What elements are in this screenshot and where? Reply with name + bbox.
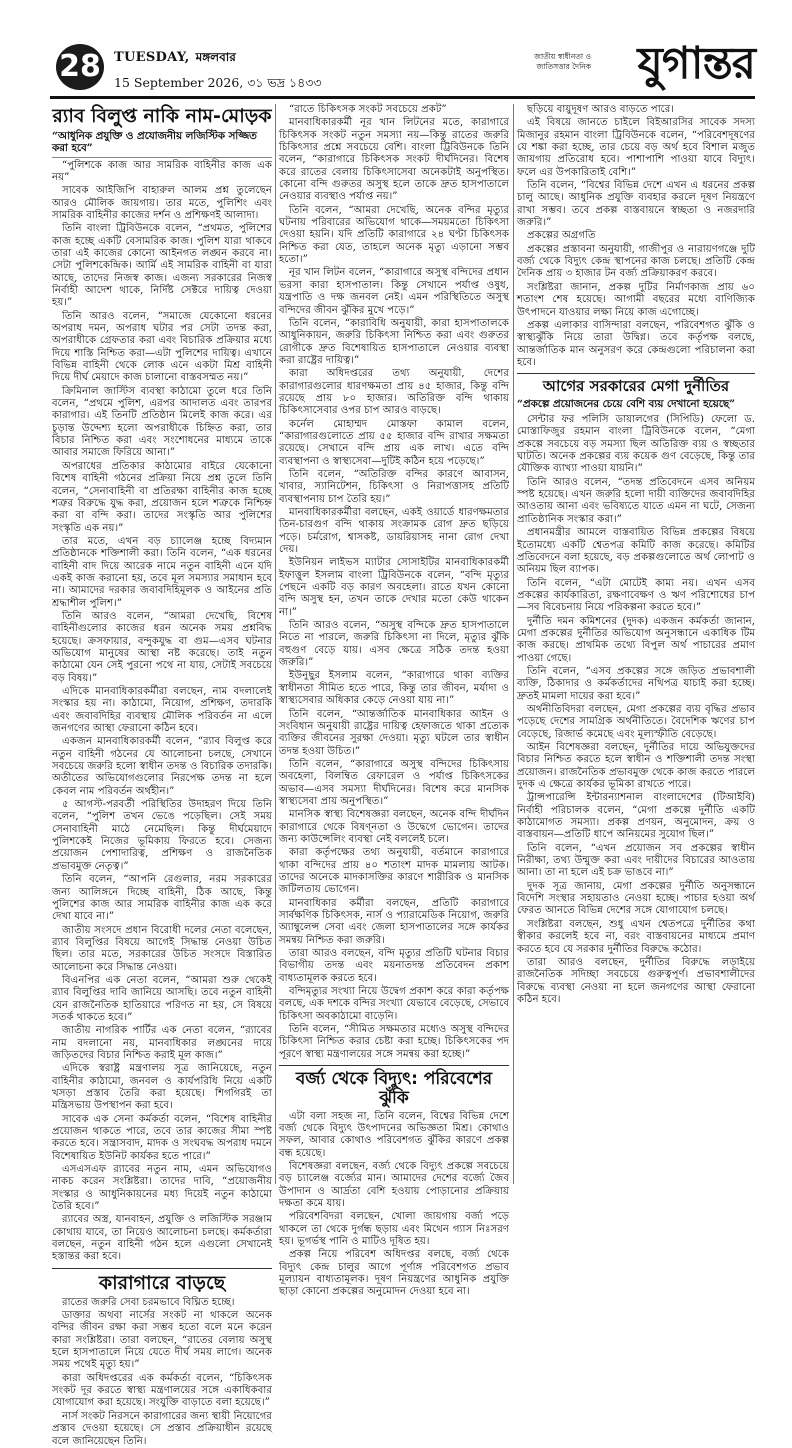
column-divider	[275, 104, 276, 1184]
paragraph: কারা অধিদপ্তরের এক কর্মকর্তা বলেন, “চিকিৎসক সংকট দূর করতে স্বাস্থ্য মন্ত্রণালয়ের সঙ্গে একাধিকবার যোগাযোগ করা হয়েছে। সংযুক্তি বাড়াতে বলা হয়েছে।”	[52, 1372, 272, 1409]
column-divider	[513, 104, 514, 1184]
article-body-corruption	[517, 414, 755, 1006]
paragraph: তিনি বাংলা ট্রিবিউনকে বলেন, “প্রথমত, পুলিশের কাজ হচ্ছে একটি বেসামরিক কাজ। পুলিশ যারা থাকবে তারা এই কাজের কোনো আইনগত লঙ্ঘন করবে না। সেটা পুলিশকেন্দ্রিক। আর্মি এই সামরিক বাহিনী বা যারা আছে, তাদের নিজস্ব কাজ। এজন্য সরকারের নিজস্ব নির্বাহী আদেশ থাকে, নির্দিষ্ট সেক্টরে দায়িত্ব দেওয়া হয়।”	[52, 223, 272, 309]
article-divider	[52, 1268, 272, 1269]
paragraph: এদিকে স্বরাষ্ট্র মন্ত্রণালয় সূত্র জানিয়েছে, নতুন বাহিনীর কাঠামো, জনবল ও কার্যপরিধি নিয়ে একটি খসড়া প্রস্তাব তৈরি করা হয়েছে। শিগগিরই তা মন্ত্রিসভায় উপস্থাপন করা হবে।	[52, 1063, 272, 1112]
day-en: TUESDAY,	[114, 50, 190, 65]
paragraph: ইউনিয়ন লাইভস ম্যাটার সোসাইটির মানবাধিকারকর্মী ইফাত্তুল ইসলাম বাংলা ট্রিবিউনকে বলেন, “বন্দি মৃত্যুর পেছনে একটি বড় কারণ অবহেলা। রাতে যখন কোনো বন্দি অসুস্থ হন, তখন তাকে দেখার মতো কেউ থাকেন না।”	[279, 557, 509, 618]
paragraph: তার মতে, এখন বড় চ্যালেঞ্জ হচ্ছে বিদ্যমান প্রতিষ্ঠানকে শক্তিশালী করা। তিনি বলেন, “এক ধরনের বাহিনী বাদ দিয়ে আরেক নামে নতুন বাহিনী এনে যদি একই কাজ করানো হয়, তবে মূল সমস্যার সমাধান হবে না। আমাদের দরকার জবাবদিহিমূলক ও আইনের প্রতি শ্রদ্ধাশীল পুলিশ।”	[52, 535, 272, 609]
paragraph: ডাক্তার অথবা নার্সের সংকট না থাকলে অনেক বন্দির জীবন রক্ষা করা সম্ভব হতো বলে মনে করেন কারা সংশ্লিষ্টরা। তারা বলছেন, “রাতের বেলায় অসুস্থ হলে হাসপাতালে নিয়ে যেতে দীর্ঘ সময় লাগে। অনেক সময় পথেই মৃত্যু হয়।”	[52, 1310, 272, 1371]
article-body-jail-cont	[279, 104, 509, 1061]
paragraph: তিনি বলেন, “আমরা দেখেছি, অনেক বন্দির মৃত্যুর ঘটনায় পরিবারের অভিযোগ থাকে—সময়মতো চিকিৎসা দেওয়া হয়নি। যদি প্রতিটি কারাগারে ২৪ ঘণ্টা চিকিৎসক নিশ্চিত করা যেত, তাহলে অনেক মৃত্যু এড়ানো সম্ভব হতো।”	[279, 204, 509, 266]
paragraph: প্রকল্পের প্রস্তাবনা অনুযায়ী, গাজীপুর ও নারায়ণগঞ্জে দুটি বর্জ্য থেকে বিদ্যুৎ কেন্দ্র স্থাপনের কাজ চলছে। প্রতিটি কেন্দ্র দৈনিক প্রায় ৩ হাজার টন বর্জ্য প্রক্রিয়াকরণ করবে।	[517, 243, 755, 280]
article-divider	[517, 373, 755, 374]
paragraph: আইন বিশেষজ্ঞরা বলছেন, দুর্নীতির দায়ে অভিযুক্তদের বিচার নিশ্চিত করতে হলে স্বাধীন ও শক্তিশালী তদন্ত সংস্থা প্রয়োজন। রাজনৈতিক প্রভাবমুক্ত থেকে কাজ করতে পারলে দুদক এ ক্ষেত্রে কার্যকর ভূমিকা রাখতে পারে।	[517, 742, 755, 791]
paragraph: তিনি বলেন, “আপনি রেগুলার, নরম সরকারের জন্য আলিঙ্গনে দিচ্ছে বাহিনী, ঠিক আছে, কিন্তু পুলিশের কাজ আর সামরিক বাহিনীর কাজ এক করে দেখা যাবে না।”	[52, 874, 272, 923]
column-2	[279, 104, 509, 1298]
paragraph: প্রকল্পের অগ্রগতি	[527, 230, 596, 242]
paragraph: তিনি বলেন, “এসব প্রকল্পের সঙ্গে জড়িত প্রভাবশালী ব্যক্তি, ঠিকাদার ও কর্মকর্তাদের নথিপত্র যাচাই করা হচ্ছে। দ্রুতই মামলা দায়ের করা হবে।”	[517, 665, 755, 702]
paragraph: কারা কর্তৃপক্ষের তথ্য অনুযায়ী, বর্তমানে কারাগারে থাকা বন্দিদের প্রায় ৪০ শতাংশ মাদক মামলায় আটক। তাদের অনেকে মাদকাসক্তির কারণে শারীরিক ও মানসিক জটিলতায় ভোগেন।	[279, 847, 509, 896]
paragraph: তারা আরও বলছেন, দুর্নীতির বিরুদ্ধে লড়াইয়ে রাজনৈতিক সদিচ্ছা সবচেয়ে গুরুত্বপূর্ণ। প্রভাবশালীদের বিরুদ্ধে ব্যবস্থা নেওয়া না হলে জনগণের আস্থা ফেরানো কঠিন হবে।	[517, 956, 755, 1005]
paragraph: তারা আরও বলছেন, বন্দি মৃত্যুর প্রতিটি ঘটনার বিচার বিভাগীয় তদন্ত এবং ময়নাতদন্ত প্রতিবেদন প্রকাশ বাধ্যতামূলক করতে হবে।	[279, 948, 509, 984]
column-3	[517, 104, 755, 1184]
paragraph: তিনি বলেন, “আন্তর্জাতিক মানবাধিকার আইন ও সংবিধান অনুযায়ী রাষ্ট্রের দায়িত্ব হেফাজতে থাকা প্রত্যেক ব্যক্তির জীবনের সুরক্ষা দেওয়া। মৃত্যু ঘটলে তার স্বাধীন তদন্ত হওয়া উচিত।”	[279, 708, 509, 757]
paragraph: প্রকল্প নিয়ে পরিবেশ অধিদপ্তর বলছে, বর্জ্য থেকে বিদ্যুৎ কেন্দ্র চালুর আগে পূর্ণাঙ্গ পরিবেশগত প্রভাব মূল্যায়ন বাধ্যতামূলক। দূষণ নিয়ন্ত্রণের আধুনিক প্রযুক্তি ছাড়া কোনো প্রকল্পের অনুমোদন দেওয়া হবে না।	[279, 1249, 509, 1298]
paragraph: অপরাধের প্রতিকার কাঠামোর বাইরে যেকোনো বিশেষ বাহিনী গঠনের প্রক্রিয়া নিয়ে প্রশ্ন তুলে তিনি বলেন, “সেনাবাহিনী বা প্রতিরক্ষা বাহিনীর কাজ হচ্ছে শত্রুর বিরুদ্ধে যুদ্ধ করা, প্রয়োজন হলে শত্রুকে নিশ্চিহ্ন করা বা বন্দি করা। তাদের সংস্কৃতি আর পুলিশের সংস্কৃতি এক নয়।”	[52, 460, 272, 534]
paragraph: র‌্যাবের অস্ত্র, যানবাহন, প্রযুক্তি ও লজিস্টিক সরঞ্জাম কোথায় যাবে, তা নিয়েও আলোচনা চলছে। কর্মকর্তারা বলছেন, নতুন বাহিনী গঠন হলে এগুলো সেখানেই হস্তান্তর করা হবে।	[52, 1214, 272, 1263]
paragraph: বিশেষজ্ঞরা বলছেন, বর্জ্য থেকে বিদ্যুৎ প্রকল্পে সবচেয়ে বড় চ্যালেঞ্জ বর্জ্যের মান। আমাদের দেশের বর্জ্যে জৈব উপাদান ও আর্দ্রতা বেশি হওয়ায় পোড়ানোর প্রক্রিয়ায় দক্ষতা কমে যায়।	[279, 1160, 509, 1209]
page-number: 28	[56, 44, 104, 90]
paragraph: এটা বলা সহজ না, তিনি বলেন, বিশ্বের বিভিন্ন দেশে বর্জ্য থেকে বিদ্যুৎ উৎপাদনের অভিজ্ঞতা মিশ্র। কোথাও সফল, আবার কোথাও পরিবেশগত ঝুঁকির কারণে প্রকল্প বন্ধ হয়েছে।	[279, 1110, 509, 1159]
paragraph: ইউনুছুর ইসলাম বলেন, “কারাগারে থাকা ব্যক্তির স্বাধীনতা সীমিত হতে পারে, কিন্তু তার জীবন, মর্যাদা ও স্বাস্থ্যসেবার অধিকার কেড়ে নেওয়া যায় না।”	[279, 670, 509, 707]
paragraph: সংশ্লিষ্টরা বলছেন, শুধু এখন শ্বেতপত্রে দুর্নীতির কথা স্বীকার করলেই হবে না, বরং বাস্তবায়নের মাধ্যমে প্রমাণ করতে হবে যে সরকার দুর্নীতির বিরুদ্ধে কঠোর।	[517, 918, 755, 955]
deck-corruption: “প্রকল্পে প্রয়োজনের চেয়ে বেশি ব্যয় দেখানো হয়েছে”	[517, 397, 736, 410]
paragraph: তিনি বলেন, “এখন প্রয়োজন সব প্রকল্পের স্বাধীন নিরীক্ষা, তথ্য উন্মুক্ত করা এবং দায়ীদের বিচারের আওতায় আনা। তা না হলে এই চক্র ভাঙবে না।”	[517, 842, 755, 879]
day-bn: মঙ্গলবার	[195, 50, 236, 64]
paragraph: পরিবেশবিদরা বলছেন, খোলা জায়গায় বর্জ্য পড়ে থাকলে তা থেকে দুর্গন্ধ ছড়ায় এবং মিথেন গ্যাস নিঃসরণ হয়। ভূগর্ভস্থ পানি ও মাটিও দূষিত হয়।	[279, 1211, 509, 1247]
column-1	[52, 104, 272, 1447]
paragraph: জাতীয় সংসদে প্রধান বিরোধী দলের নেতা বলেছেন, র‌্যাব বিলুপ্তির বিষয়ে আগেই সিদ্ধান্ত নেওয়া উচিত ছিল। তার মতে, সরকারের উচিত সংসদে বিস্তারিত আলোচনা করে সিদ্ধান্ত নেওয়া।	[52, 924, 272, 973]
paragraph: তিনি বলেন, “কারাবিধি অনুযায়ী, কারা হাসপাতালকে আধুনিকায়ন, জরুরি চিকিৎসা নিশ্চিত করা এবং গুরুতর রোগীকে দ্রুত বিশেষায়িত হাসপাতালে নেওয়ার ব্যবস্থা করা রাষ্ট্রের দায়িত্ব।”	[279, 317, 509, 366]
paragraph: তিনি বলেন, “সীমিত সক্ষমতার মধ্যেও অসুস্থ বন্দিদের চিকিৎসা নিশ্চিত করার চেষ্টা করা হচ্ছে। চিকিৎসকের পদ পূরণে স্বাস্থ্য মন্ত্রণালয়ের সঙ্গে সমন্বয় করা হচ্ছে।”	[279, 1024, 509, 1060]
paragraph: জাতীয় নাগরিক পার্টির এক নেতা বলেন, “র‌্যাবের নাম বদলানো নয়, মানবাধিকার লঙ্ঘনের দায়ে জড়িতদের বিচার নিশ্চিত করাই মূল কাজ।”	[52, 1025, 272, 1061]
logo-area	[525, 38, 755, 92]
paragraph: মানবাধিকারকর্মী নূর খান লিটনের মতে, কারাগারে চিকিৎসক সংকট নতুন সমস্যা নয়—কিন্তু রাতের জরুরি চিকিৎসার প্রশ্নে সবচেয়ে বেশি। বাংলা ট্রিবিউনকে তিনি বলেন, “কারাগারে চিকিৎসক সংকট দীর্ঘদিনের। বিশেষ করে রাতের বেলায় চিকিৎসাসেবা অনেকটাই অনুপস্থিত। কোনো বন্দি গুরুতর অসুস্থ হলে তাকে দ্রুত হাসপাতালে নেওয়ার ব্যবস্থাও পর্যাপ্ত নয়।”	[279, 117, 509, 203]
paragraph: তিনি আরও বলেন, “তদন্ত প্রতিবেদনে এসব অনিয়ম স্পষ্ট হয়েছে। এখন জরুরি হলো দায়ী ব্যক্তিদের জবাবদিহির আওতায় আনা এবং ভবিষ্যতে যাতে এমন না ঘটে, সেজন্য প্রাতিষ্ঠানিক সংস্কার করা।”	[517, 476, 755, 525]
masthead-rule	[50, 96, 755, 99]
article-body-jail	[52, 1297, 272, 1448]
paragraph: সেন্টার ফর পলিসি ডায়ালগের (সিপিডি) ফেলো ড. মোস্তাফিজুর রহমান বাংলা ট্রিবিউনকে বলেন, “মেগা প্রকল্পে সবচেয়ে বড় সমস্যা ছিল অতিরিক্ত ব্যয় ও স্বচ্ছতার ঘাটতি। অনেক প্রকল্পের ব্যয় কয়েক গুণ বেড়েছে, কিন্তু তার যৌক্তিক ব্যাখ্যা পাওয়া যায়নি।”	[517, 414, 755, 475]
paragraph: ছড়িয়ে বায়ুদূষণ আরও বাড়তে পারে।	[527, 104, 674, 115]
article-body-rab	[52, 160, 272, 1264]
paragraph: “পুলিশকে কাজ আর সামরিক বাহিনীর কাজ এক নয়”	[52, 159, 272, 183]
paragraph: সাবেক এক সেনা কর্মকর্তা বলেন, “বিশেষ বাহিনীর প্রয়োজন থাকতে পারে, তবে তার কাজের সীমা স্পষ্ট করতে হবে। সন্ত্রাসবাদ, মাদক ও সংঘবদ্ধ অপরাধ দমনে বিশেষায়িত ইউনিট কার্যকর হতে পারে।”	[52, 1113, 272, 1162]
paragraph: নার্স সংকট নিরসনে কারাগারের জন্য স্থায়ী নিয়োগের প্রস্তাব দেওয়া হয়েছে। সে প্রস্তাব প্রক্রিয়াধীন রয়েছে বলে জানিয়েছেন তিনি।	[52, 1410, 272, 1447]
paragraph: একজন মানবাধিকারকর্মী বলেন, “র‌্যাব বিলুপ্ত করে নতুন বাহিনী গঠনের যে আলোচনা চলছে, সেখানে সবচেয়ে জরুরি হলো স্বাধীন তদন্ত ও বিচারিক তদারকি। অতীতের অভিযোগগুলোর নিরপেক্ষ তদন্ত না হলে কেবল নাম পরিবর্তন অর্থহীন।”	[52, 736, 272, 797]
paragraph: তিনি বলেন, “বিশ্বের বিভিন্ন দেশে এখন এ ধরনের প্রকল্প চালু আছে। আধুনিক প্রযুক্তি ব্যবহার করলে দূষণ নিয়ন্ত্রণে রাখা সম্ভব। তবে প্রকল্প বাস্তবায়নে স্বচ্ছতা ও নজরদারি জরুরি।”	[517, 180, 755, 229]
paragraph: অর্থনীতিবিদরা বলছেন, মেগা প্রকল্পের ব্যয় বৃদ্ধির প্রভাব পড়েছে দেশের সামগ্রিক অর্থনীতিতে। বৈদেশিক ঋণের চাপ বেড়েছে, রিজার্ভ কমেছে এবং মূল্যস্ফীতি বেড়েছে।	[517, 703, 755, 740]
paragraph: দুদক সূত্র জানায়, মেগা প্রকল্পের দুর্নীতি অনুসন্ধানে বিদেশি সংস্থার সহায়তাও নেওয়া হচ্ছে। পাচার হওয়া অর্থ ফেরত আনতে বিভিন্ন দেশের সঙ্গে যোগাযোগ চলছে।	[517, 880, 755, 917]
paragraph: ক্রিমিনাল জাস্টিস ব্যবস্থা কাঠামো তুলে ধরে তিনি বলেন, “প্রথমে পুলিশ, এরপর আদালত এবং তারপর কারাগার। এই তিনটি প্রতিষ্ঠান মিলেই কাজ করে। এর চূড়ান্ত উদ্দেশ্য হলো অপরাধীকে চিহ্নিত করা, তার বিচার নিশ্চিত করা এবং সংশোধনের মাধ্যমে তাকে আবার সমাজে ফিরিয়ে আনা।”	[52, 385, 272, 459]
paragraph: এদিকে মানবাধিকারকর্মীরা বলছেন, নাম বদলালেই সংস্কার হয় না। কাঠামো, নিয়োগ, প্রশিক্ষণ, তদারকি এবং জবাবদিহির ব্যবস্থায় মৌলিক পরিবর্তন না এলে জনগণের আস্থা ফেরানো কঠিন হবে।	[52, 686, 272, 735]
paragraph: বিএনপির এক নেতা বলেন, “আমরা শুরু থেকেই র‌্যাব বিলুপ্তির দাবি জানিয়ে আসছি। তবে নতুন বাহিনী যেন রাজনৈতিক হাতিয়ারে পরিণত না হয়, সে বিষয়ে সতর্ক থাকতে হবে।”	[52, 974, 272, 1023]
newspaper-logo: যুগান্তর	[637, 38, 755, 89]
headline-mega-corruption: আগের সরকারের মেগা দুর্নীতির	[542, 377, 730, 396]
logo-subtitle: জাতীয় স্বাধীনতা ও জাতিসত্তার দৈনিক	[534, 52, 591, 71]
paragraph: মানসিক স্বাস্থ্য বিশেষজ্ঞরা বলছেন, অনেক বন্দি দীর্ঘদিন কারাগারে থেকে বিষণ্নতা ও উদ্বেগে ভোগেন। তাদের জন্য কাউন্সেলিং ব্যবস্থা নেই বললেই চলে।	[279, 809, 509, 845]
paragraph: তিনি আরও বলেন, “সমাজে যেকোনো ধরনের অপরাধ দমন, অপরাধ ঘটার পর সেটা তদন্ত করা, অপরাধীকে গ্রেফতার করা এবং বিচারিক প্রক্রিয়ার মধ্যে দিয়ে শাস্তি নিশ্চিত করা—এটা পুলিশের দায়িত্ব। এখানে বিভিন্ন বাহিনী থেকে লোক এনে একটা মিশ্র বাহিনী দিয়ে দীর্ঘ মেয়াদে কাজ চালানো বাস্তবসম্মত নয়।”	[52, 310, 272, 384]
paragraph: ৫ আগস্ট-পরবর্তী পরিস্থিতির উদাহরণ দিয়ে তিনি বলেন, “পুলিশ তখন ভেঙে পড়েছিল। সেই সময় সেনাবাহিনী মাঠে নেমেছিল। কিন্তু দীর্ঘমেয়াদে পুলিশকেই নিজের ভূমিকায় ফিরতে হবে। সেজন্য প্রয়োজন পেশাদারিত্ব, প্রশিক্ষণ ও রাজনৈতিক প্রভাবমুক্ত নেতৃত্ব।”	[52, 799, 272, 872]
paragraph: “রাতে চিকিৎসক সংকট সবচেয়ে প্রকট”	[289, 104, 447, 115]
paragraph: প্রধানমন্ত্রীর আমলে বাস্তবায়িত বিভিন্ন প্রকল্পের বিষয়ে ইতোমধ্যে একটি শ্বেতপত্র কমিটি কাজ করেছে। কমিটির প্রতিবেদনে বলা হয়েছে, বড় প্রকল্পগুলোতে অর্থ লোপাট ও অনিয়ম ছিল ব্যাপক।	[517, 527, 755, 576]
paragraph: প্রকল্প এলাকার বাসিন্দারা বলছেন, পরিবেশগত ঝুঁকি ও স্বাস্থ্যঝুঁকি নিয়ে তারা উদ্বিগ্ন। তবে কর্তৃপক্ষ বলছে, আন্তর্জাতিক মান অনুসরণ করে কেন্দ্রগুলো পরিচালনা করা হবে।	[517, 319, 755, 368]
headline-rab: র‌্যাব বিলুপ্ত নাকি নাম-মোড়ক	[52, 105, 272, 127]
paragraph: মানবাধিকারকর্মীরা বলছেন, একই ওয়ার্ডে ধারণক্ষমতার তিন-চারগুণ বন্দি থাকায় সংক্রামক রোগ দ্রুত ছড়িয়ে পড়ে। চর্মরোগ, শ্বাসকষ্ট, ডায়রিয়াসহ নানা রোগ দেখা দেয়।	[279, 507, 509, 556]
paragraph: কর্নেল মোহাম্মদ মোস্তফা কামাল বলেন, “কারাগারগুলোতে প্রায় ৫৫ হাজার বন্দি রাখার সক্ষমতা রয়েছে। সেখানে বন্দি প্রায় এক লাখ। এতে বন্দি ব্যবস্থাপনা ও স্বাস্থ্যসেবা—দুটিই কঠিন হয়ে পড়েছে।”	[279, 418, 509, 467]
paragraph: সাবেক আইজিপি বাহারুল আলম প্রশ্ন তুলেছেন আরও মৌলিক জায়গায়। তার মতে, পুলিশিং এবং সামরিক বাহিনীর কাজের দর্শন ও প্রশিক্ষণই আলাদা।	[52, 185, 272, 221]
paragraph: তিনি বলেন, “এটা মোটেই কাম্য নয়। এখন এসব প্রকল্পের কার্যকারিতা, রক্ষণাবেক্ষণ ও ঋণ পরিশোধের চাপ—সব বিবেচনায় নিয়ে পরিকল্পনা করতে হবে।”	[517, 577, 755, 614]
paragraph: নূর খান লিটন বলেন, “কারাগারে অসুস্থ বন্দিদের প্রধান ভরসা কারা হাসপাতাল। কিন্তু সেখানে পর্যাপ্ত ওষুধ, যন্ত্রপাতি ও দক্ষ জনবল নেই। এমন পরিস্থিতিতে অসুস্থ বন্দিদের জীবন ঝুঁকির মুখে পড়ে।”	[279, 267, 509, 316]
headline-waste-power: বর্জ্য থেকে বিদ্যুৎ: পরিবেশের ঝুঁকি	[295, 1069, 493, 1108]
article-divider	[279, 1065, 509, 1066]
paragraph: তিনি আরও বলেন, “অসুস্থ বন্দিকে দ্রুত হাসপাতালে নিতে না পারলে, জরুরি চিকিৎসা না দিলে, মৃত্যুর ঝুঁকি বহুগুণ বেড়ে যায়। এসব ক্ষেত্রে সঠিক তদন্ত হওয়া জরুরি।”	[279, 620, 509, 669]
paragraph: তিনি বলেন, “কারাগারে অসুস্থ বন্দিদের চিকিৎসায় অবহেলা, বিলম্বিত রেফারেল ও পর্যাপ্ত চিকিৎসকের অভাব—এসব সমস্যা দীর্ঘদিনের। বিশেষ করে মানসিক স্বাস্থ্যসেবা প্রায় অনুপস্থিত।”	[279, 758, 509, 807]
date-block	[114, 46, 322, 95]
paragraph: মানবাধিকার কর্মীরা বলছেন, প্রতিটি কারাগারে সার্বক্ষণিক চিকিৎসক, নার্স ও প্যারামেডিক নিয়োগ, জরুরি অ্যাম্বুলেন্স সেবা এবং জেলা হাসপাতালের সঙ্গে কার্যকর সমন্বয় নিশ্চিত করা জরুরি।	[279, 897, 509, 946]
article-body-waste	[279, 1111, 509, 1299]
paragraph: কারা অধিদপ্তরের তথ্য অনুযায়ী, দেশের কারাগারগুলোর ধারণক্ষমতা প্রায় ৪৫ হাজার, কিন্তু বন্দি রয়েছে প্রায় ৮০ হাজার। অতিরিক্ত বন্দি থাকায় চিকিৎসাসেবার ওপর চাপ আরও বাড়ছে।	[279, 368, 509, 417]
paragraph: রাতের জরুরি সেবা চরমভাবে বিঘ্নিত হচ্ছে।	[62, 1296, 235, 1308]
masthead	[50, 38, 755, 92]
paragraph: সংশ্লিষ্টরা জানান, প্রকল্প দুটির নির্মাণকাজ প্রায় ৬০ শতাংশ শেষ হয়েছে। আগামী বছরের মধ্যে বাণিজ্যিক উৎপাদনে যাওয়ার লক্ষ্য নিয়ে কাজ এগোচ্ছে।	[517, 281, 755, 318]
paragraph: বন্দিমৃত্যুর সংখ্যা নিয়ে উদ্বেগ প্রকাশ করে কারা কর্তৃপক্ষ বলছে, এক দশকে বন্দির সংখ্যা যেভাবে বেড়েছে, সেভাবে চিকিৎসা অবকাঠামো বাড়েনি।	[279, 986, 509, 1022]
deck-rab: “আধুনিক প্রযুক্তি ও প্রযোজনীয় লজিস্টিক সজ্জিত করা হবে”	[52, 130, 272, 158]
paragraph: এই বিষয়ে জানতে চাইলে বিইআরসির সাবেক সদস্য মিজানুর রহমান বাংলা ট্রিবিউনকে বলেন, “পরিবেশদূষণের যে শঙ্কা করা হচ্ছে, তার চেয়ে বড় অর্থ হবে বিশাল মজুত জায়গায় প্রতিরোধ হবে। পাশাপাশি পাওয়া যাবে বিদ্যুৎ। ফলে এর উপকারিতাই বেশি।”	[517, 117, 755, 178]
date-line: 15 September 2026, ৩১ ভদ্র ১৪৩৩	[114, 75, 322, 90]
headline-jail: কারাগারে বাড়ছে	[98, 1271, 226, 1294]
paragraph: তিনি বলেন, “অতিরিক্ত বন্দির কারণে আবাসন, খাবার, স্যানিটেশন, চিকিৎসা ও নিরাপত্তাসহ প্রতিটি ব্যবস্থাপনায় চাপ তৈরি হয়।”	[279, 468, 509, 505]
paragraph: তিনি আরও বলেন, “আমরা দেখেছি, বিশেষ বাহিনীগুলোর কাজের ধরন অনেক সময় প্রশ্নবিদ্ধ হয়েছে। ক্রসফায়ার, বন্দুকযুদ্ধ বা গুম—এসব ঘটনার অভিযোগ মানুষের আস্থা নষ্ট করেছে। তাই নতুন কাঠামো যেন সেই পুরনো পথে না যায়, সেটাই সবচেয়ে বড় বিষয়।”	[52, 610, 272, 684]
paragraph: এসএসএফ র‌্যাবের নতুন নাম, এমন অভিযোগও নাকচ করেন সংশ্লিষ্টরা। তাদের দাবি, “প্রয়োজনীয় সংস্কার ও আধুনিকায়নের মধ্য দিয়েই নতুন কাঠামো তৈরি হবে।”	[52, 1164, 272, 1213]
article-body-waste-cont	[517, 104, 755, 369]
paragraph: দুর্নীতি দমন কমিশনের (দুদক) একজন কর্মকর্তা জানান, মেগা প্রকল্পের দুর্নীতির অভিযোগ অনুসন্ধানে একাধিক টিম কাজ করছে। প্রাথমিক তথ্যে বিপুল অর্থ পাচারের প্রমাণ পাওয়া গেছে।	[517, 615, 755, 664]
paragraph: ট্রান্সপারেন্সি ইন্টারন্যাশনাল বাংলাদেশের (টিআইবি) নির্বাহী পরিচালক বলেন, “মেগা প্রকল্পে দুর্নীতি একটি কাঠামোগত সমস্যা। প্রকল্প প্রণয়ন, অনুমোদন, ক্রয় ও বাস্তবায়ন—প্রতিটি ধাপে অনিয়মের সুযোগ ছিল।”	[517, 792, 755, 841]
